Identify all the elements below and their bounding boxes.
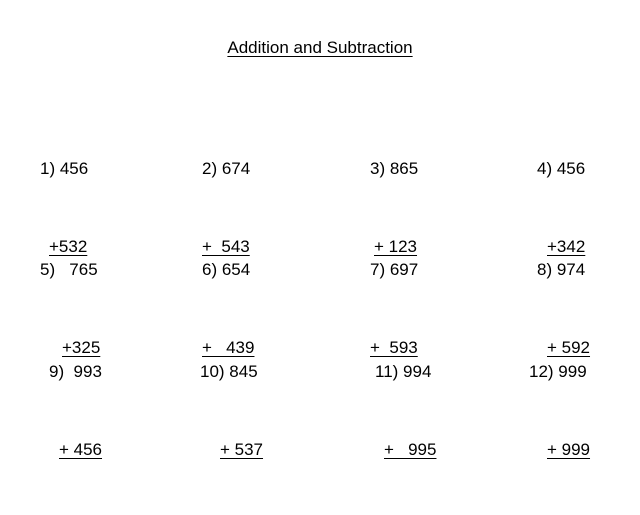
- problem-3-bottom: + 123: [374, 237, 418, 256]
- problem-4-bottom: +342: [547, 237, 586, 256]
- problem-10-bottom: + 537: [220, 440, 264, 459]
- problem-4-top: 4) 456: [537, 159, 586, 178]
- problem-11: [375, 307, 436, 515]
- problem-2-top: 2) 674: [202, 159, 251, 178]
- problem-9-bottom: + 456: [59, 440, 103, 459]
- problem-11-bottom: + 995: [384, 440, 437, 459]
- problem-11-top: 11) 994: [375, 362, 432, 381]
- problem-7-top: 7) 697: [370, 260, 419, 279]
- problem-5-top: 5) 765: [40, 260, 98, 279]
- problem-7-bottom: + 593: [370, 338, 418, 357]
- problem-9-top: 9) 993: [49, 362, 102, 381]
- problem-8-top: 8) 974: [537, 260, 586, 279]
- problem-5-bottom: +325: [62, 338, 101, 357]
- problem-1-top: 1) 456: [40, 159, 89, 178]
- problem-10-top: 10) 845: [200, 362, 258, 381]
- problem-12-top: 12) 999: [529, 362, 587, 381]
- problem-1-bottom: +532: [49, 237, 88, 256]
- worksheet-title: Addition and Subtraction: [227, 38, 413, 57]
- problem-8-bottom: + 592: [547, 338, 591, 357]
- problem-12: [529, 307, 590, 515]
- problem-6-bottom: + 439: [202, 338, 255, 357]
- problem-12-bottom: + 999: [547, 440, 591, 459]
- problem-6-top: 6) 654: [202, 260, 251, 279]
- problem-2-bottom: + 543: [202, 237, 250, 256]
- problem-9: [49, 307, 102, 515]
- problem-10: [200, 307, 263, 515]
- problem-3-top: 3) 865: [370, 159, 419, 178]
